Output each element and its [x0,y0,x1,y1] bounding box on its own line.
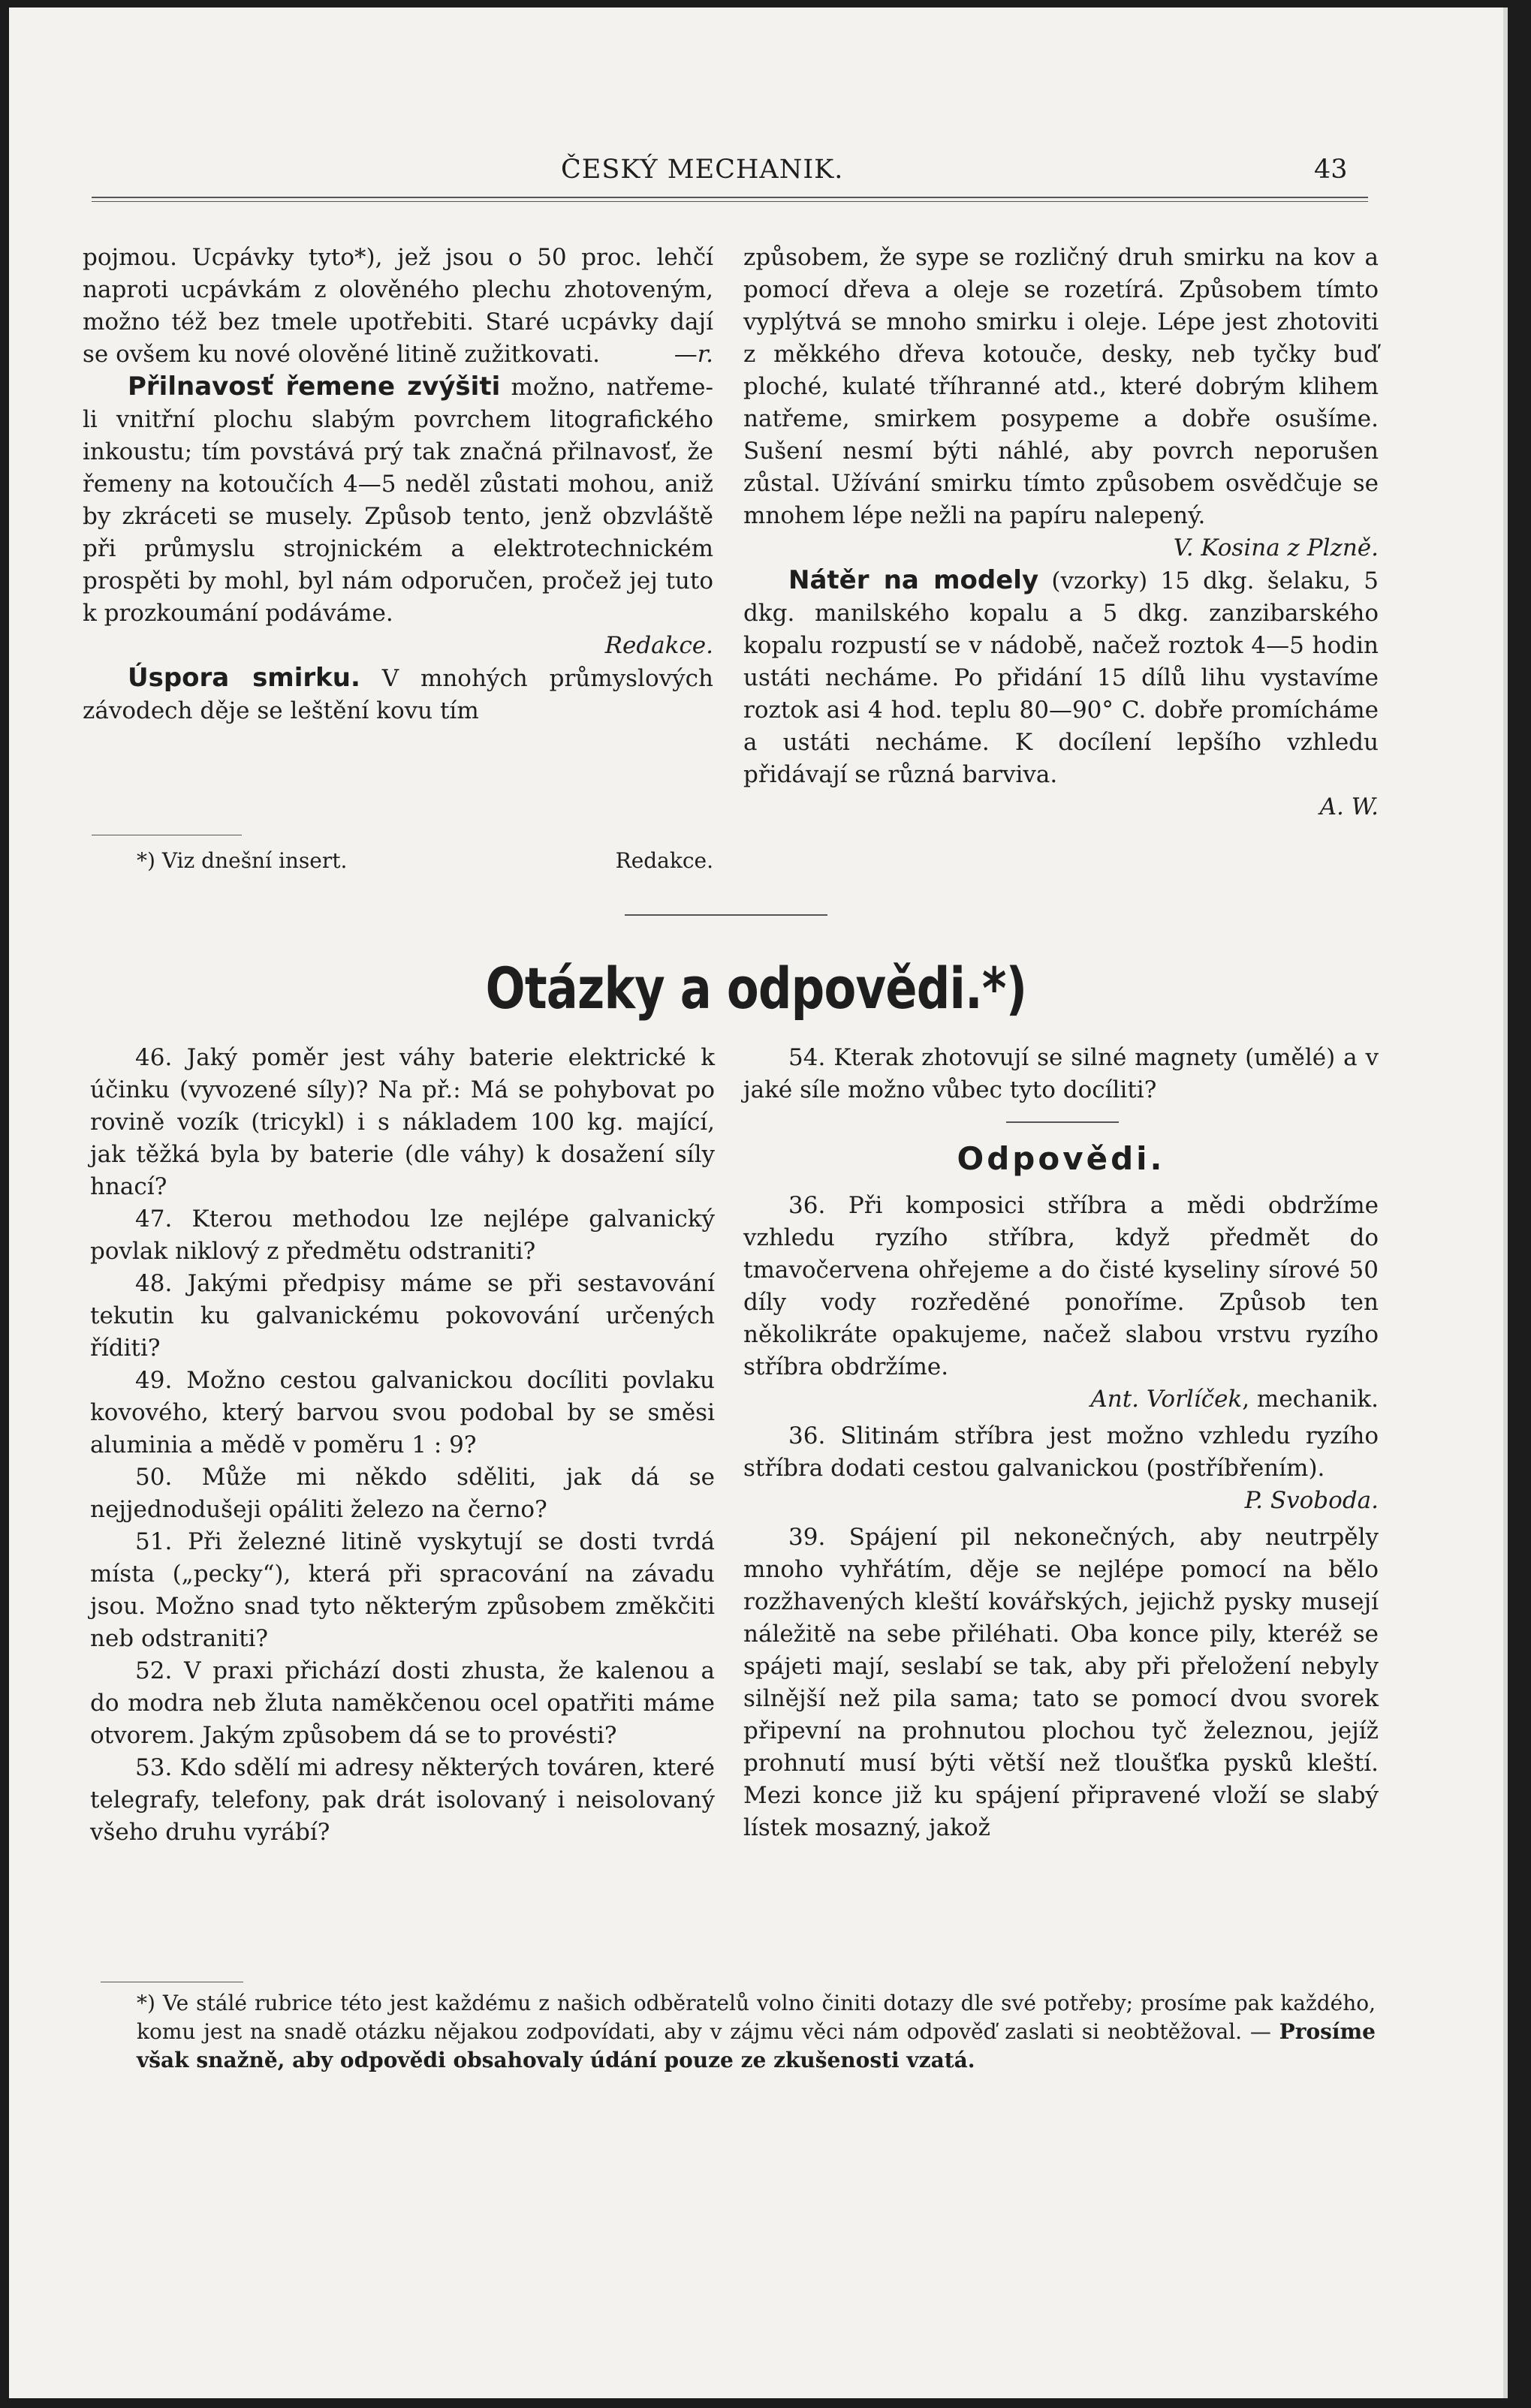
page-number: 43 [1314,155,1348,185]
answer-signature: P. Svoboda. [1244,1487,1379,1514]
top-right-column [743,242,1379,823]
paragraph-prilnavost: Přilnavosť řemene zvýšiti možno, natřeme-li vnitřní plochu slabým povrchem litografického inkoustu; tím povstává prý tak značná přilnavosť, že řemeny na kotoučích 4—5 neděl zůstati mohou, aniž by zkráceti se musely. Způsob tento, jenž obzvláště při průmyslu strojnickém a elektrotechnickém prospěti by mohl, byl nám odporučen, pročež jej tuto k prozkoumání podáváme. [83,372,714,627]
footnote-signature: Redakce. [615,848,713,873]
signature-redakce: Redakce. [604,632,713,659]
signature-aw: A. W. [1319,793,1379,820]
section-title: Otázky a odpovědi.*) [485,955,1027,1022]
header-rule [92,197,1368,198]
paragraph-ucpavky: pojmou. Ucpávky tyto*), jež jsou o 50 proc. lehčí naproti ucpávkám z olověného plechu zhotoveným, možno též bez tmele upotřebiti. Staré ucpávky dají se ovšem ku nové olověné litině zužitkovati. —r. [83,242,713,371]
signature-r: —r. [674,341,713,368]
answers-divider-wrap [743,1106,1379,1136]
questions-right-column [743,1042,1379,1844]
question-item: 50. Může mi někdo sděliti, jak dá se nejjednodušeji opáliti železo na černo? [90,1464,715,1523]
question-item: 48. Jakými předpisy máme se při sestavování tekutin ku galvanickému pokovování určených říditi? [90,1270,715,1362]
question-item-54: 54. Kterak zhotovují se silné magnety (umělé) a v jaké síle možno vůbec tyto docíliti? [743,1044,1379,1103]
header-rule-2 [92,201,1368,202]
signature-kosina: V. Kosina z Plzně. [1173,534,1379,561]
paragraph-smirek: způsobem, že sype se rozličný druh smirku na kov a pomocí dřeva a oleje se rozetírá. Způsobem tímto vyplýtvá se mnoho smirku i oleje. Lépe jest zhotoviti z měkkého dřeva kotouče, desky, neb tyčky buď ploché, kulaté tříhranné atd., které dobrým klihem natřeme, smirkem posypeme a dobře osušíme. Sušení nesmí býti náhlé, aby povrch neporušen zůstal. Užívání smirku tímto způsobem osvědčuje se mnohem lépe nežli na papíru nalepený. [743,244,1379,529]
question-item: 51. Při železné litině vyskytují se dosti tvrdá místa („pecky“), která při spracování na závadu jsou. Možno snad tyto některým způsobem změkčiti neb odstraniti? [90,1528,715,1652]
question-item: 53. Kdo sdělí mi adresy některých továren, které telegrafy, telefony, pak drát isolovaný i neisolovaný všeho druhu vyrábí? [90,1754,715,1846]
question-item: 47. Kterou methodou lze nejlépe galvanický povlak niklový z předmětu odstraniti? [90,1206,715,1265]
page [9,8,1508,2398]
question-item: 52. V praxi přichází dosti zhusta, že kalenou a do modra neb žluta naměkčenou ocel opatřiti máme otvorem. Jakým způsobem dá se to provésti? [90,1657,715,1749]
question-item: 49. Možno cestou galvanickou docíliti povlaku kovového, který barvou svou podobal by se směsi aluminia a mědě v poměru 1 : 9? [90,1367,715,1458]
top-left-column [83,242,713,727]
running-header-title: ČESKÝ MECHANIK. [561,155,844,185]
heading-uspora: Úspora smirku. [128,663,360,693]
answers-divider [1006,1121,1119,1123]
answers-title: Odpovědi. [957,1140,1165,1177]
footnote-bold-note: Prosíme však snažně, aby odpovědi obsahovaly údání pouze ze zkušenosti vzatá. [137,2019,1376,2072]
top-footnote: *) Viz dnešní insert. Redakce. [137,847,713,875]
heading-prilnavost: Přilnavosť řemene zvýšiti [128,372,501,402]
questions-left-column [90,1042,715,1849]
paragraph-nater: Nátěr na modely (vzorky) 15 dkg. šelaku, 5 dkg. manilského kopalu a 5 dkg. zanzibarského kopalu rozpustí se v nádobě, načež roztok 4—5 hodin ustáti necháme. Po přidání 15 dílů lihu vystavíme roztok asi 4 hod. teplu 80—90° C. dobře promícháme a ustáti necháme. K docílení lepšího vzhledu přidávají se různá barviva. [743,565,1379,788]
section-divider [625,914,827,916]
heading-nater: Nátěr na modely [788,565,1039,595]
answer-item: 39. Spájení pil nekonečných, aby neutrpěly mnoho vyhřátím, děje se nejlépe pomocí na bělo rozžhavených kleští kovářských, jejichž pysky musejí náležitě na sebe přiléhati. Oba konce pily, kteréž se spájeti mají, seslabí se tak, aby při přeložení nebyly silnější než pila sama; tato se pomocí dvou svorek připevní na prohnutou plochou tyč železnou, jejíž prohnutí musí býti větší než tloušťka pysků kleští. Mezi konce již ku spájení připravené vloží se slabý lístek mosazný, jakož [743,1524,1379,1841]
answer-signature: Ant. Vorlíček, mechanik. [1090,1386,1379,1413]
bottom-footnote: *) Ve stálé rubrice této jest každému z našich odběratelů volno činiti dotazy dle své potřeby; prosíme pak každého, komu jest na snadě otázku nějakou zodpovídati, aby v zájmu věci nám odpověď zaslati si neobtěžoval. — Prosíme však snažně, aby odpovědi obsahovaly údání pouze ze zkušenosti vzatá. [137,1991,1376,2072]
answer-item: 36. Při komposici stříbra a mědi obdržíme vzhledu ryzího stříbra, když předmět do tmavočervena ohřejeme a do čisté kyseliny sírové 50 díly vody rozředěné ponoříme. Způsob ten několikráte opakujeme, načež slabou vrstvu ryzího stříbra obdržíme. [743,1192,1379,1380]
answer-item: 36. Slitinám stříbra jest možno vzhledu ryzího stříbra dodati cestou galvanickou (postříbřením). [743,1422,1379,1482]
question-item: 46. Jaký poměr jest váhy baterie elektrické k účinku (vyvozené síly)? Na př.: Má se pohybovat po rovině vozík (tricykl) i s nákladem 100 kg. mající, jak těžká byla by baterie (dle váhy) k dosažení síly hnací? [90,1044,715,1200]
paragraph-uspora: Úspora smirku. V mnohých průmyslových závodech děje se leštění kovu tím [83,663,713,724]
